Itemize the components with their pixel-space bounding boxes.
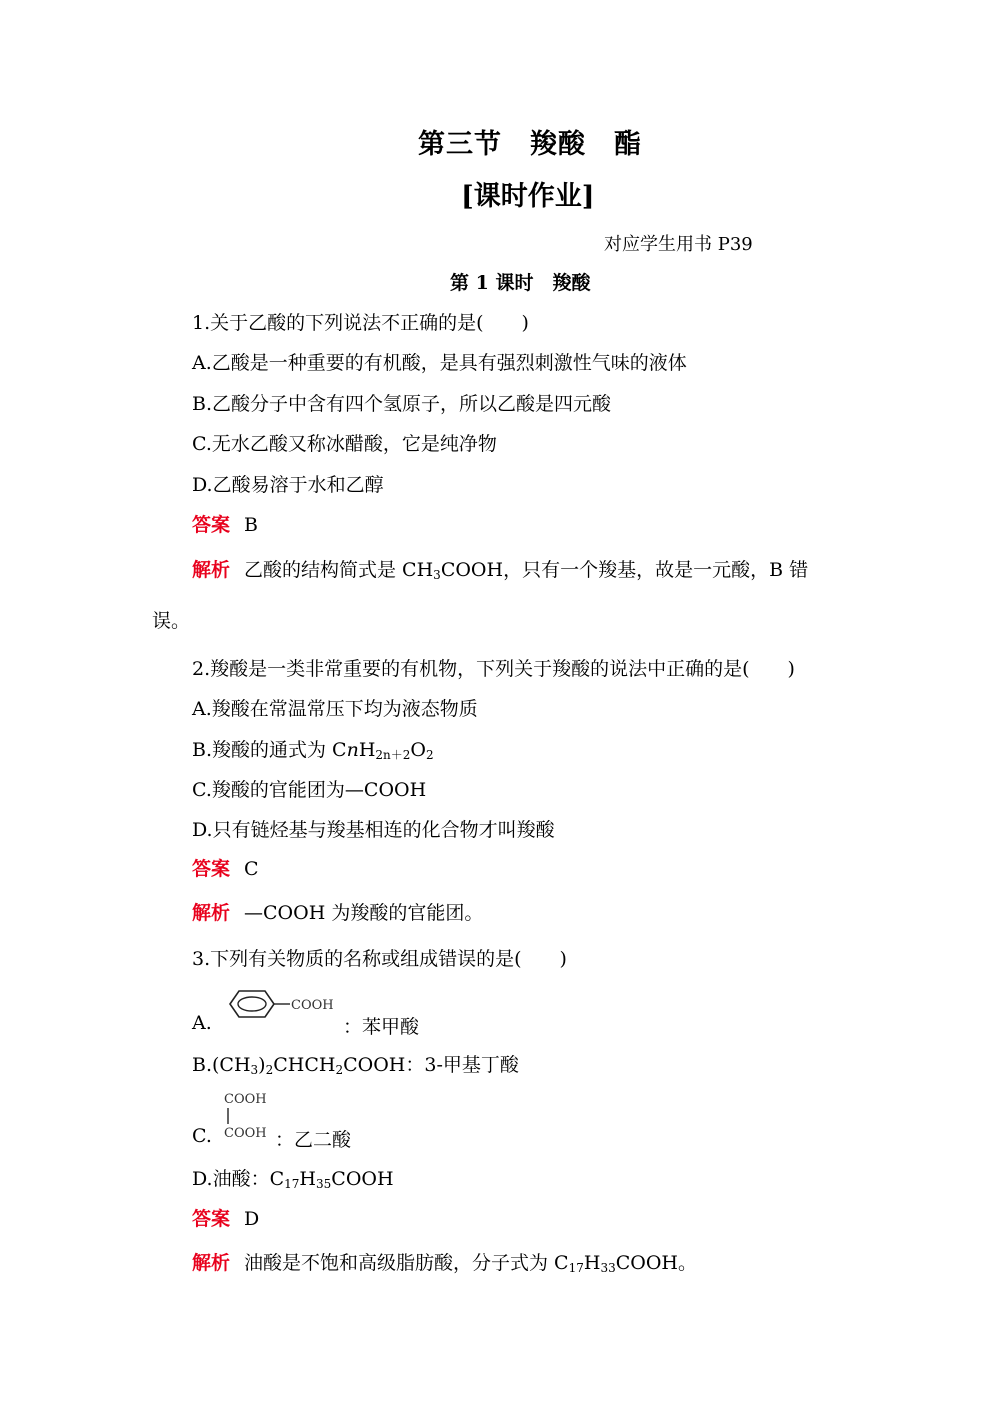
subscript: 17: [568, 1261, 584, 1275]
q2-option-c: C.羧酸的官能团为—COOH: [192, 779, 427, 801]
answer-value: B: [244, 514, 258, 536]
answer-label: 答案: [192, 514, 231, 536]
q3-option-c-prefix: C.: [192, 1125, 212, 1147]
analysis-label: 解析: [192, 559, 231, 581]
struct-cooh-label: COOH: [291, 998, 334, 1013]
oxalic-acid-structure: [220, 1088, 280, 1144]
q3-analysis: [192, 1248, 697, 1275]
q1-option-d: D.乙酸易溶于水和乙醇: [192, 474, 384, 496]
q1-option-b: B.乙酸分子中含有四个氢原子，所以乙酸是四元酸: [192, 393, 612, 415]
subscript: 2n＋2: [375, 748, 411, 762]
q2-stem: 2.羧酸是一类非常重要的有机物，下列关于羧酸的说法中正确的是( ): [192, 658, 795, 680]
analysis-text: 乙酸的结构简式是 CH: [244, 559, 434, 581]
analysis-text: —COOH 为羧酸的官能团。: [244, 902, 484, 924]
q2-option-d: D.只有链烃基与羧基相连的化合物才叫羧酸: [192, 819, 555, 841]
subscript: 3: [433, 568, 441, 582]
subscript: 17: [284, 1177, 300, 1191]
analysis-text: COOH，只有一个羧基，故是一元酸，B 错: [440, 559, 809, 581]
q3-option-a-prefix: A.: [192, 1012, 212, 1034]
option-text: COOH: [331, 1168, 394, 1190]
subscript: 2: [265, 1063, 274, 1077]
q1-option-a: A.乙酸是一种重要的有机酸，是具有强烈刺激性气味的液体: [192, 352, 687, 374]
q3-stem: 3.下列有关物质的名称或组成错误的是( ): [192, 948, 567, 970]
book-reference: 对应学生用书 P39: [604, 234, 753, 255]
benzoic-acid-structure: [220, 988, 346, 1024]
q2-answer: [192, 854, 259, 881]
analysis-label: 解析: [192, 902, 231, 924]
q3-option-c-name: ：乙二酸: [275, 1129, 352, 1151]
option-text: CHCH: [273, 1054, 336, 1076]
answer-value: D: [244, 1208, 260, 1230]
option-text: O: [410, 739, 426, 761]
q3-option-b: [192, 1050, 519, 1077]
subscript: 2: [335, 1063, 344, 1077]
q1-answer: [192, 510, 258, 537]
option-text: B.(CH: [192, 1054, 251, 1076]
analysis-label: 解析: [192, 1252, 231, 1274]
subscript: 35: [316, 1177, 332, 1191]
q3-option-a-name: ：苯甲酸: [343, 1016, 420, 1038]
q3-answer: [192, 1204, 259, 1231]
struct-cooh-bottom: COOH: [224, 1126, 267, 1141]
page-title: 第三节 羧酸 酯: [418, 129, 642, 160]
answer-value: C: [244, 858, 259, 880]
option-text: H: [358, 739, 376, 761]
analysis-text: COOH。: [615, 1252, 697, 1274]
lesson-heading: 第 1 课时 羧酸: [450, 272, 591, 294]
answer-label: 答案: [192, 858, 231, 880]
q3-option-d: [192, 1164, 394, 1191]
q2-analysis: [192, 898, 483, 925]
option-text: H: [299, 1168, 316, 1190]
italic-n: n: [346, 739, 359, 761]
page-subtitle: [课时作业]: [461, 181, 595, 212]
subscript: 33: [600, 1261, 616, 1275]
q2-option-a: A.羧酸在常温常压下均为液态物质: [192, 698, 478, 720]
q2-option-b: [192, 735, 434, 762]
option-text: COOH：3-甲基丁酸: [343, 1054, 519, 1076]
subscript: 3: [250, 1063, 259, 1077]
subscript: 2: [426, 748, 434, 762]
q1-stem: 1.关于乙酸的下列说法不正确的是( ): [192, 312, 529, 334]
option-text: D.油酸：C: [192, 1168, 285, 1190]
q1-option-c: C.无水乙酸又称冰醋酸，它是纯净物: [192, 433, 497, 455]
analysis-text: H: [583, 1252, 601, 1274]
analysis-text: 油酸是不饱和高级脂肪酸，分子式为 C: [244, 1252, 569, 1274]
struct-cooh-top: COOH: [224, 1092, 267, 1107]
q1-analysis: [192, 555, 808, 582]
option-text: B.羧酸的通式为 C: [192, 739, 347, 761]
q1-analysis-cont: 误。: [152, 610, 191, 632]
option-text: ): [258, 1054, 266, 1076]
answer-label: 答案: [192, 1208, 231, 1230]
